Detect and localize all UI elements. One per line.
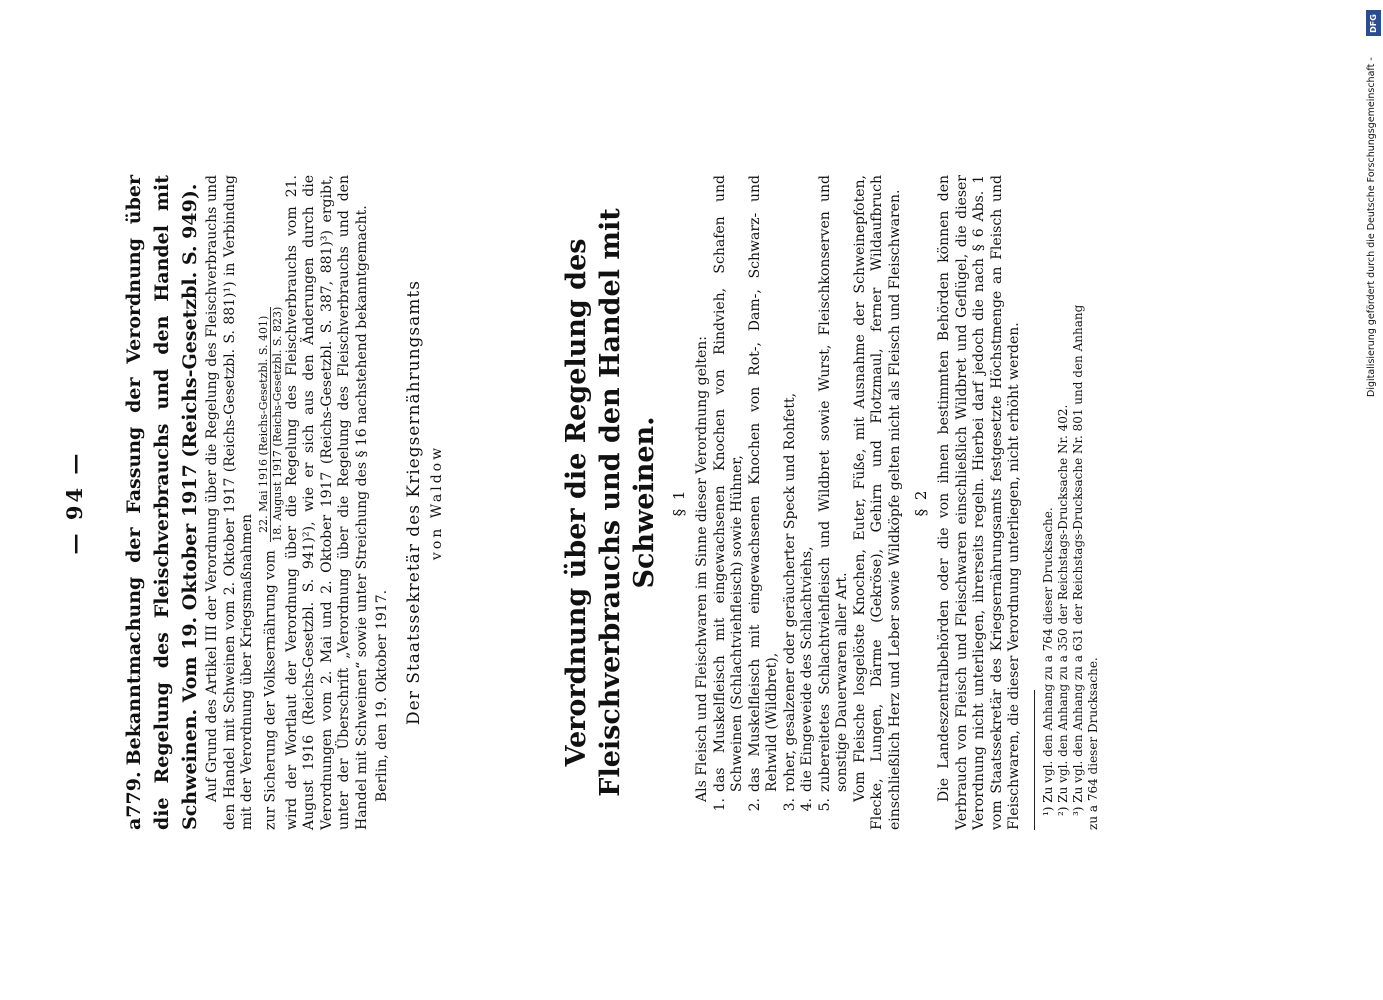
- announcement-title: [120, 175, 204, 830]
- list-item-text: das Muskelfleisch mit eingewachsenen Knochen von Rot-, Dam-, Schwarz- und Rehwild (Wildbret),: [746, 175, 780, 792]
- dfg-logo: [1366, 10, 1381, 36]
- paragraph-1-lead: Als Fleisch und Fleischwaren im Sinne dieser Verordnung gelten:: [694, 336, 710, 802]
- ordinance-title: Verordnung über die Regelung des Fleischverbrauchs und den Handel mit Schweinen.: [561, 208, 660, 797]
- list-item-number: 1.: [711, 798, 728, 812]
- page-number: — 94 —: [62, 450, 87, 555]
- list-item-text: das Muskelfleisch mit eingewachsenen Knochen von Rindvieh, Schafen und Schweinen (Schlachtviehfleisch) sowie Hühner,: [711, 175, 745, 792]
- footnote: ³) Zu vgl. den Anhang zu a 631 der Reichstags-Drucksache Nr. 801 und den Anhang: [1070, 304, 1085, 816]
- footnote-divider: [1034, 690, 1035, 830]
- announcement-body-3: wird der Wortlaut der Verordnung über die Regelung des Fleischverbrauchs vom 21. August 1916 (Reichs-Gesetzbl. S. 941)²), wie er sich aus den Änderungen durch die Verordnungen vom 2. Mai und 2. Oktober 1917 (Reichs-Gesetzbl. S. 387, 881)³) ergibt, unter der Überschrift „Verordnung über die Regelung des Fleischverbrauchs und den Handel mit Schweinen“ sowie unter Streichung des § 16 nachstehend bekanntgemacht.: [283, 175, 370, 830]
- rotated-page: [62, 0, 1200, 830]
- place-date: Berlin, den 19. Oktober 1917.: [374, 589, 390, 802]
- announcement-body-2a: zur Sicherung der Volksernährung vom: [262, 550, 278, 830]
- announcement-body-1: Auf Grund des Artikel III der Verordnung über die Regelung des Fleischverbrauchs und den Handel mit Schweinen vom 2. Oktober 1917 (Reichs-Gesetzbl. S. 881)¹) in Verbindung mit der Verordnung über Kriegsmaßnahmen: [204, 175, 255, 830]
- footnote: ¹) Zu vgl. den Anhang zu a 764 dieser Drucksache.: [1040, 507, 1055, 816]
- paragraph-2-body: Die Landeszentralbehörden oder die von ihnen bestimmten Behörden können den Verbrauch von Fleisch und Fleischwaren einschließlich Wildbret und Geflügel, die dieser Verordnung nicht unterliegen, ihrerseits regeln. Hierbei darf jedoch die nach § 6 Abs. 1 vom Staatssekretär des Kriegsernährungsamts festgesetzte Höchstmenge an Fleisch und Fleischwaren, die dieser Verordnung unterliegen, nicht erhöht werden.: [936, 175, 1022, 830]
- list-item-text: roher, gesalzener oder geräucherter Speck und Rohfett,: [781, 392, 798, 792]
- list-item-number: 3.: [781, 798, 798, 812]
- fraction-top: 22. Mai 1916 (Reichs-Gesetzbl. S. 401): [257, 307, 271, 542]
- paragraph-2-heading: § 2: [912, 488, 930, 517]
- ordinance-section: [560, 175, 1101, 830]
- signature-name: von Waldow: [429, 444, 445, 561]
- announcement-section: [120, 175, 445, 830]
- footnote-continuation: zu a 764 dieser Drucksache.: [1085, 657, 1100, 830]
- list-item-number: 5.: [816, 798, 833, 812]
- list-item: [817, 175, 852, 830]
- dfg-logo-text: DFG: [1369, 13, 1379, 33]
- announcement-title-text: Bekanntmachung der Fassung der Verordnung über die Regelung des Fleischverbrauchs und den Handel mit Schweinen. Vom 19. Oktober 1917 (Reichs-Gesetzbl. S. 949).: [123, 175, 201, 830]
- announcement-reference-line: [257, 175, 284, 830]
- list-item: [782, 175, 800, 830]
- signature-title: Der Staatssekretär des Kriegsernährungsamts: [404, 280, 424, 725]
- reference-fraction: [257, 307, 284, 542]
- footnote: ²) Zu vgl. den Anhang zu a 350 der Reichstags-Drucksache Nr. 402.: [1055, 404, 1070, 816]
- dfg-credit-text: Digitalisierung gefördert durch die Deutsche Forschungsgemeinschaft -: [1366, 57, 1377, 397]
- list-item: [712, 175, 747, 830]
- announcement-number: a779.: [123, 771, 145, 830]
- dfg-credit: [1366, 6, 1383, 396]
- fraction-bottom: 18. August 1917 (Reichs-Gesetzbl. S. 823): [270, 306, 284, 542]
- list-item-text: zubereitetes Schlachtviehfleisch und Wildbret sowie Wurst, Fleischkonserven und sonstige Dauerwaren aller Art.: [816, 175, 850, 792]
- list-item: [747, 175, 782, 830]
- paragraph-1-tail: Vom Fleische losgelöste Knochen, Euter, Füße, mit Ausnahme der Schweinepfoten, Flecke, Lungen, Därme (Gekröse), Gehirn und Flotzmaul, ferner Wildaufbruch einschließlich Herz und Leber sowie Wildköpfe gelten nicht als Fleisch und Fleischwaren.: [851, 175, 903, 830]
- list-item-text: die Eingeweide des Schlachtviehs,: [799, 546, 815, 792]
- list-item: [799, 175, 817, 830]
- list-item-number: 4.: [799, 798, 815, 812]
- list-item-number: 2.: [746, 798, 763, 812]
- paragraph-1-heading: § 1: [670, 488, 688, 517]
